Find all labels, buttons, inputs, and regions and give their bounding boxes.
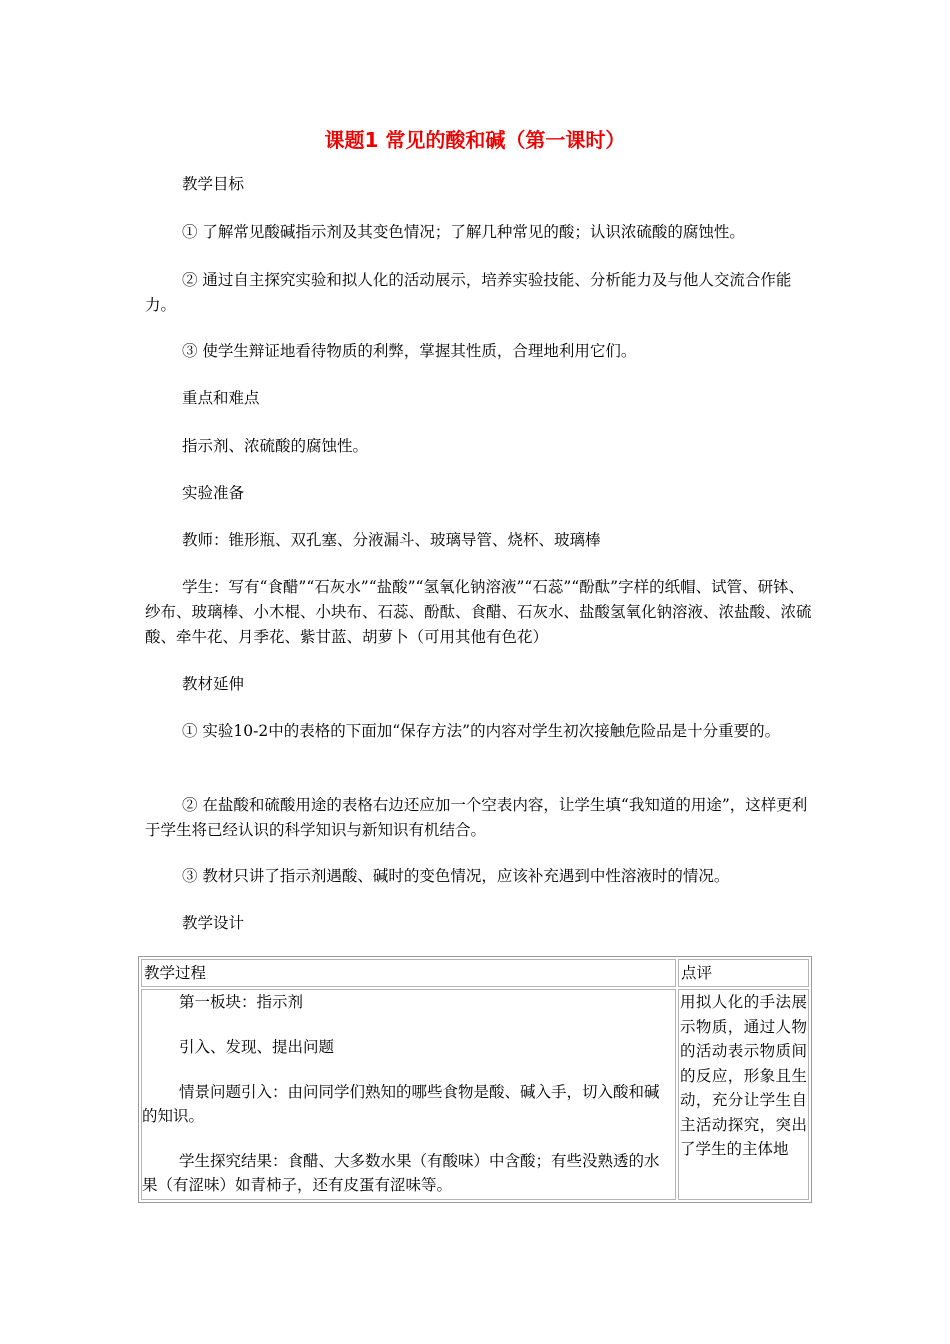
process-line: 引入、发现、提出问题 [179,1038,335,1056]
extension-heading: 教材延伸 [182,675,245,693]
page-title: 课题1 常见的酸和碱（第一课时） [324,128,626,152]
prep-heading: 实验准备 [182,484,245,502]
table-header-row [141,959,809,987]
table-row [141,989,809,1200]
extension-2: ② 在盐酸和硫酸用途的表格右边还应加一个空表内容，让学生填“我知道的用途”，这样更利于学生将已经认识的科学知识与新知识有机结合。 [145,796,808,839]
process-line: 第一板块：指示剂 [179,993,304,1011]
process-cell [141,989,676,1200]
process-line: 学生探究结果：食醋、大多数水果（有酸味）中含酸；有些没熟透的水果（有涩味）如青柿子，还有皮蛋有涩味等。 [142,1152,660,1194]
comment-text: 用拟人化的手法展示物质，通过人物的活动表示物质间的反应，形象且生动，充分让学生自主活动探究，突出了学生的主体地 [679,993,807,1158]
teaching-design-table [138,956,812,1203]
prep-student: 学生：写有“食醋”“石灰水”“盐酸”“氢氧化钠溶液”“石蕊”“酚酞”字样的纸帽、试管、研钵、纱布、玻璃棒、小木棍、小块布、石蕊、酚酞、食醋、石灰水、盐酸氢氧化钠溶液、浓盐酸、浓硫酸、牵牛花、月季花、紫甘蓝、胡萝卜（可用其他有色花） [145,578,812,646]
goal-3: ③ 使学生辩证地看待物质的利弊，掌握其性质，合理地利用它们。 [182,342,637,360]
key-heading: 重点和难点 [182,389,260,407]
comment-cell [678,989,809,1200]
extension-3: ③ 教材只讲了指示剂遇酸、碱时的变色情况，应该补充遇到中性溶液时的情况。 [182,867,730,885]
process-line: 情景问题引入：由问同学们熟知的哪些食物是酸、碱入手，切入酸和碱的知识。 [142,1083,660,1125]
goals-heading: 教学目标 [182,175,245,193]
key-text: 指示剂、浓硫酸的腐蚀性。 [182,437,369,455]
header-process: 教学过程 [141,959,676,987]
goal-2: ② 通过自主探究实验和拟人化的活动展示，培养实验技能、分析能力及与他人交流合作能力。 [145,271,792,314]
prep-teacher: 教师：锥形瓶、双孔塞、分液漏斗、玻璃导管、烧杯、玻璃棒 [182,531,601,549]
design-heading: 教学设计 [182,914,245,932]
extension-1: ① 实验10-2中的表格的下面加“保存方法”的内容对学生初次接触危险品是十分重要的。 [182,722,781,740]
goal-1: ① 了解常见酸碱指示剂及其变色情况；了解几种常见的酸；认识浓硫酸的腐蚀性。 [182,223,745,241]
header-comment: 点评 [678,959,809,987]
